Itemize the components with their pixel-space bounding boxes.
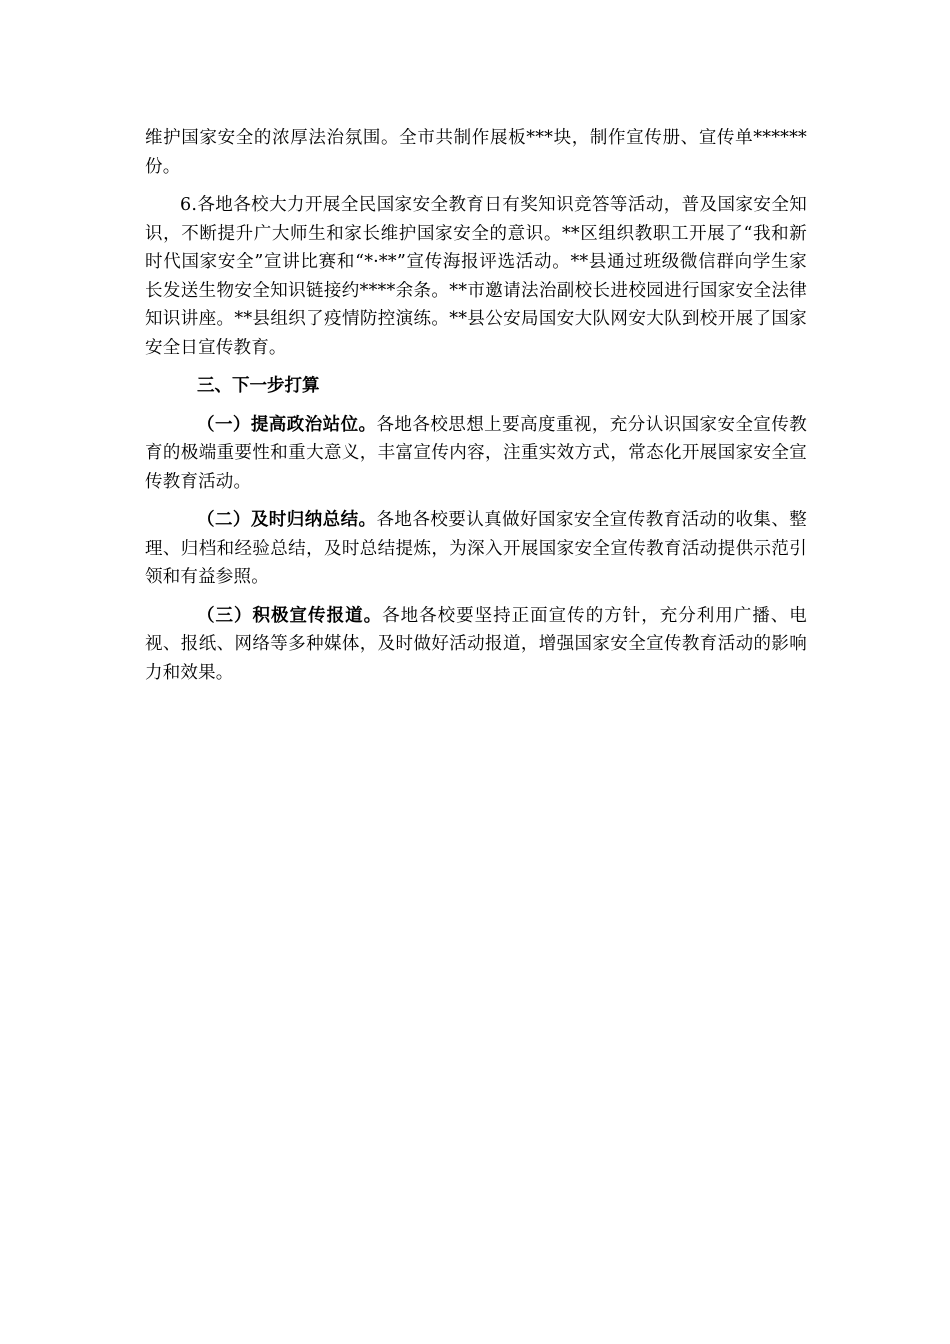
plan-item-2 [145, 506, 807, 592]
plan-item-2-lead: （二）及时归纳总结。 [197, 510, 377, 530]
section-heading: 三、下一步打算 [197, 376, 320, 396]
plan-item-3 [145, 602, 807, 688]
plan-item-1-text: 各地各校思想上要高度重视，充分认识国家安全宣传教育的极端重要性和重大意义，丰富宣传内容，注重实效方式，常态化开展国家安全宣传教育活动。 [145, 414, 807, 492]
plan-item-2-text: 各地各校要认真做好国家安全宣传教育活动的收集、整理、归档和经验总结，及时总结提炼，为深入开展国家安全宣传教育活动提供示范引领和有益参照。 [145, 510, 807, 587]
body-paragraph-continuation: 维护国家安全的浓厚法治氛围。全市共制作展板***块，制作宣传册、宣传单******份。 [145, 128, 807, 177]
plan-item-1 [145, 411, 807, 497]
body-paragraph-item-6: 6.各地各校大力开展全民国家安全教育日有奖知识竞答等活动，普及国家安全知识，不断提升广大师生和家长维护国家安全的意识。**区组织教职工开展了“我和新时代国家安全”宣讲比赛和“*·**”宣传海报评选活动。**县通过班级微信群向学生家长发送生物安全知识链接约****余条。**市邀请法治副校长进校园进行国家安全法律知识讲座。**县组织了疫情防控演练。**县公安局国安大队网安大队到校开展了国家安全日宣传教育。 [145, 195, 807, 358]
plan-item-3-text: 各地各校要坚持正面宣传的方针，充分利用广播、电视、报纸、网络等多种媒体，及时做好活动报道，增强国家安全宣传教育活动的影响力和效果。 [145, 605, 807, 683]
document-page [145, 124, 807, 697]
plan-item-3-lead: （三）积极宣传报道。 [197, 605, 383, 626]
plan-item-1-lead: （一）提高政治站位。 [197, 414, 377, 435]
